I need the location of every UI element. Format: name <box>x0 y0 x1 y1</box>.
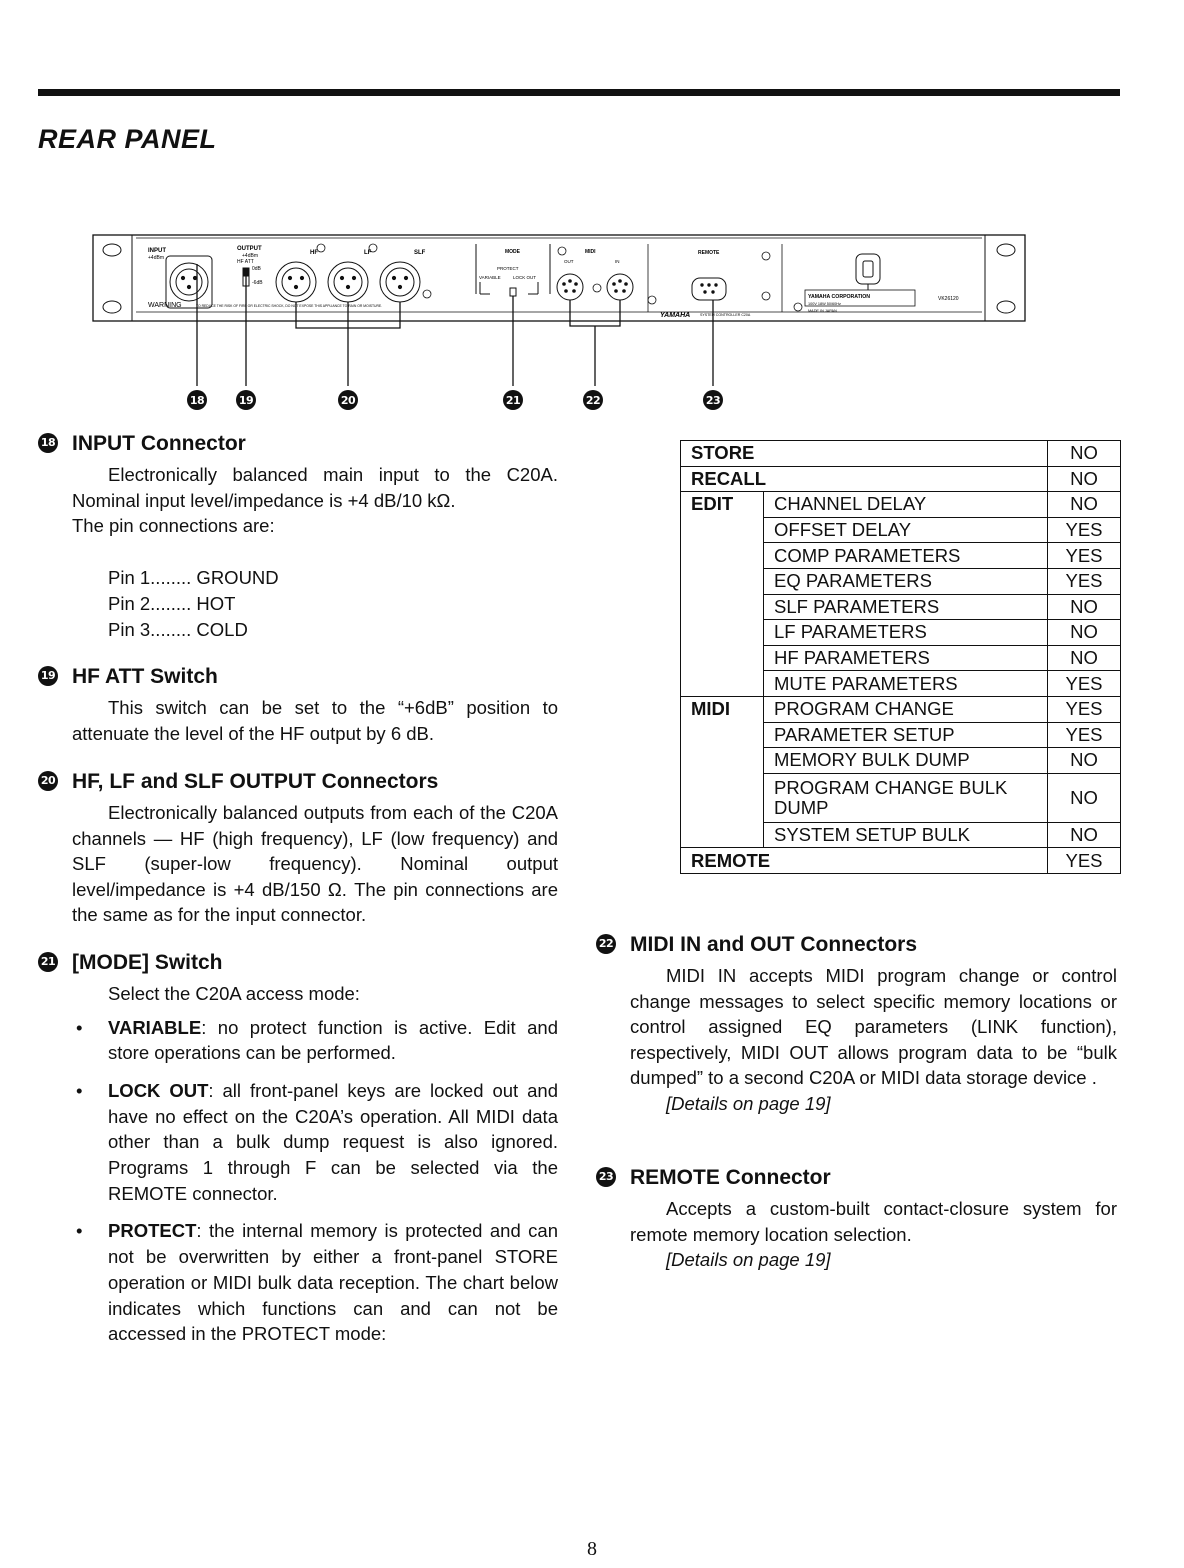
panel-label-output-level: +4dBm <box>242 253 258 259</box>
list-item <box>72 1218 558 1347</box>
pin-item: Pin 2........ HOT <box>108 592 236 614</box>
protect-function-table <box>680 440 1121 874</box>
page-title: REAR PANEL <box>38 124 217 154</box>
section-paragraph: Select the C20A access mode: <box>108 983 360 1004</box>
panel-label-output: OUTPUT <box>237 246 262 252</box>
table-value: NO <box>1048 594 1121 620</box>
table-row <box>681 696 1121 722</box>
callout-19: 19 <box>236 390 256 410</box>
callout-21: 21 <box>503 390 523 410</box>
table-row <box>681 492 1121 518</box>
table-function: HF PARAMETERS <box>764 645 1048 671</box>
panel-label-att-0db: 0dB <box>252 266 261 272</box>
section-paragraph: MIDI IN accepts MIDI program change or control change messages to select specific memory locations or control assigned EQ parameters (LINK function), respectively, MIDI OUT allows program data to be “bulk dumped” to a second C20A or MIDI data storage device . <box>630 965 1117 1088</box>
section-number-18: 18 <box>38 433 58 453</box>
section-paragraph: The pin connections are: <box>72 515 275 536</box>
section-title: INPUT Connector <box>72 432 246 455</box>
list-item <box>72 1078 558 1207</box>
section-title: MIDI IN and OUT Connectors <box>630 933 918 956</box>
table-function: OFFSET DELAY <box>764 517 1048 543</box>
table-function: LF PARAMETERS <box>764 620 1048 646</box>
panel-label-lock-out: LOCK OUT <box>513 275 537 280</box>
panel-label-midi-out: OUT <box>564 259 574 264</box>
top-rule <box>38 89 1120 96</box>
section-output-connectors <box>40 770 558 928</box>
panel-label-att-6db: -6dB <box>252 280 263 286</box>
section-mode-switch <box>40 951 558 1359</box>
table-function: MUTE PARAMETERS <box>764 671 1048 697</box>
table-value: NO <box>1048 492 1121 518</box>
section-number-22: 22 <box>596 934 616 954</box>
panel-label-hf-att: HF ATT <box>237 259 254 265</box>
panel-warning-text: TO REDUCE THE RISK OF FIRE OR ELECTRIC SHOCK, DO NOT EXPOSE THIS APPLIANCE TO RAIN OR MOISTURE. <box>196 304 383 308</box>
rear-panel-figure <box>92 234 1032 414</box>
mode-list <box>72 1015 558 1347</box>
mode-description: : no protect function is active. Edit and store operations can be performed. <box>108 1016 558 1064</box>
section-paragraph: This switch can be set to the “+6dB” position to attenuate the level of the HF output by 6 dB. <box>72 697 558 744</box>
list-item <box>72 1015 558 1066</box>
table-category: REMOTE <box>681 848 1048 874</box>
panel-label-midi: MIDI <box>585 249 596 255</box>
section-title: [MODE] Switch <box>72 951 223 974</box>
panel-label-mode: MODE <box>505 249 520 255</box>
table-value: NO <box>1048 645 1121 671</box>
panel-label-lf: LF <box>364 250 372 256</box>
panel-label-slf: SLF <box>414 250 426 256</box>
mode-description: : all front-panel keys are locked out and have no effect on the C20A’s operation. All MIDI data other than a bulk dump request is also ignored. Programs 1 through F can be selected via the REMOTE connector. <box>108 1079 558 1204</box>
section-title: HF ATT Switch <box>72 665 218 688</box>
table-value: YES <box>1048 696 1121 722</box>
table-value: YES <box>1048 543 1121 569</box>
section-input-connector <box>40 432 558 643</box>
panel-brand: YAMAHA <box>660 312 691 319</box>
table-function: COMP PARAMETERS <box>764 543 1048 569</box>
section-remote-connector <box>598 1166 1117 1273</box>
section-title: HF, LF and SLF OUTPUT Connectors <box>72 770 439 793</box>
table-category: RECALL <box>681 466 1048 492</box>
mode-description: : the internal memory is protected and can not be overwritten by either a front-panel STORE operation or MIDI bulk data reception. The chart below indicates which functions can and can not be accessed in the PROTECT mode: <box>108 1220 558 1345</box>
table-function: PARAMETER SETUP <box>764 722 1048 748</box>
table-value: NO <box>1048 748 1121 774</box>
panel-label-input-level: +4dBm <box>148 255 164 261</box>
mode-term: PROTECT <box>108 1220 197 1242</box>
section-paragraph: Electronically balanced main input to the C20A. Nominal input level/impedance is +4 dB/10 kΩ. <box>72 464 558 511</box>
details-reference: [Details on page 19] <box>666 1092 831 1114</box>
table-value: YES <box>1048 722 1121 748</box>
table-category: MIDI <box>681 696 764 847</box>
table-value: YES <box>1048 568 1121 594</box>
table-value: YES <box>1048 517 1121 543</box>
panel-model-text: SYSTEM CONTROLLER C20A <box>700 313 751 317</box>
table-function: CHANNEL DELAY <box>764 492 1048 518</box>
table-value: NO <box>1048 822 1121 848</box>
callout-20: 20 <box>338 390 358 410</box>
mode-term: LOCK OUT <box>108 1079 209 1101</box>
table-function: SYSTEM SETUP BULK <box>764 822 1048 848</box>
callout-18: 18 <box>187 390 207 410</box>
panel-made-in: MADE IN JAPAN <box>808 309 837 313</box>
section-paragraph: Electronically balanced outputs from each of the C20A channels — HF (high frequency), LF (low frequency) and SLF (super-low frequency). Nominal output level/impedance is +4 dB/150 Ω. The pin connections are the same as for the input connector. <box>72 802 558 925</box>
table-function: SLF PARAMETERS <box>764 594 1048 620</box>
table-category: EDIT <box>681 492 764 697</box>
section-number-20: 20 <box>38 771 58 791</box>
table-value: YES <box>1048 671 1121 697</box>
callout-23: 23 <box>703 390 723 410</box>
table-row <box>681 441 1121 467</box>
panel-label-remote: REMOTE <box>698 250 720 256</box>
table-row <box>681 466 1121 492</box>
panel-label-warning: WARNING <box>148 302 182 309</box>
table-value: NO <box>1048 466 1121 492</box>
pin-item: Pin 3........ COLD <box>108 618 248 640</box>
table-value: NO <box>1048 441 1121 467</box>
panel-label-input: INPUT <box>148 248 166 254</box>
mode-term: VARIABLE <box>108 1016 202 1038</box>
section-midi-connectors <box>598 933 1117 1116</box>
table-function: PROGRAM CHANGE BULK DUMP <box>764 773 1048 822</box>
table-function: EQ PARAMETERS <box>764 568 1048 594</box>
table-function: MEMORY BULK DUMP <box>764 748 1048 774</box>
panel-label-variable: VARIABLE <box>479 275 501 280</box>
section-title: REMOTE Connector <box>630 1166 831 1189</box>
pin-list <box>108 565 558 643</box>
section-paragraph: Accepts a custom-built contact-closure system for remote memory location selection. <box>630 1198 1117 1245</box>
section-number-21: 21 <box>38 952 58 972</box>
section-number-19: 19 <box>38 666 58 686</box>
panel-label-midi-in: IN <box>615 259 620 264</box>
table-value: NO <box>1048 773 1121 822</box>
table-row <box>681 848 1121 874</box>
panel-serial: VK26120 <box>938 296 959 302</box>
section-hf-att-switch <box>40 665 558 746</box>
pin-item: Pin 1........ GROUND <box>108 566 279 588</box>
table-function: PROGRAM CHANGE <box>764 696 1048 722</box>
table-value: NO <box>1048 620 1121 646</box>
page-number: 8 <box>587 1538 597 1560</box>
section-number-23: 23 <box>596 1167 616 1187</box>
details-reference: [Details on page 19] <box>666 1249 831 1270</box>
callout-22: 22 <box>583 390 603 410</box>
panel-label-hf: HF <box>310 250 318 256</box>
table-category: STORE <box>681 441 1048 467</box>
panel-corporation: YAMAHA CORPORATION <box>808 294 871 300</box>
panel-rating: 100V 18W 50/60Hz <box>808 302 841 306</box>
panel-label-protect: PROTECT <box>497 266 519 271</box>
table-value: YES <box>1048 848 1121 874</box>
